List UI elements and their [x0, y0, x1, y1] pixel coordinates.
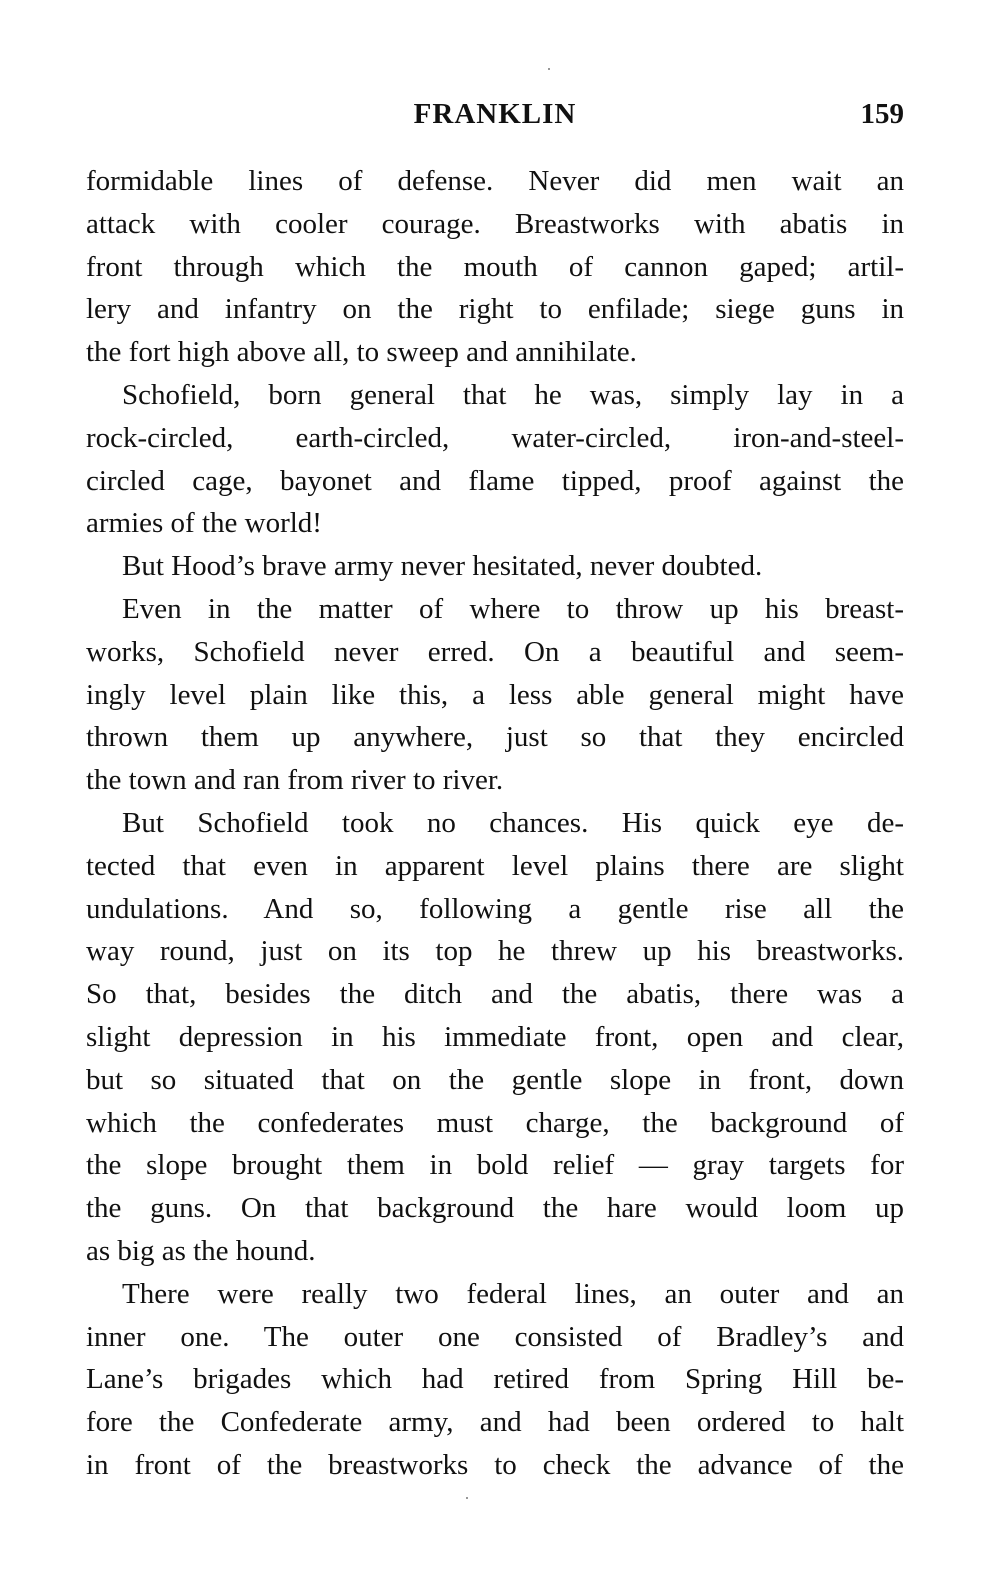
text-line: rock-circled, earth-circled, water-circled, iron-and-steel- [86, 421, 904, 454]
paragraph [86, 545, 904, 588]
text-line: slight depression in his immediate front, open and clear, [86, 1020, 904, 1053]
text-line: undulations. And so, following a gentle rise all the [86, 892, 904, 925]
text-line: as big as the hound. [86, 1234, 316, 1267]
text-line: attack with cooler courage. Breastworks with abatis in [86, 207, 904, 240]
text-line: in front of the breastworks to check the advance of the [86, 1448, 904, 1481]
text-line: Even in the matter of where to throw up his breast- [122, 592, 904, 625]
text-line: There were really two federal lines, an outer and an [122, 1277, 904, 1310]
text-line: armies of the world! [86, 507, 322, 540]
text-line: Lane’s brigades which had retired from Spring Hill be- [86, 1363, 904, 1396]
text-line: formidable lines of defense. Never did men wait an [86, 165, 904, 197]
text-line: lery and infantry on the right to enfilade; siege guns in [86, 293, 904, 326]
page-number: 159 [860, 98, 904, 130]
text-line: the town and ran from river to river. [86, 764, 504, 797]
text-line: but so situated that on the gentle slope in front, down [86, 1063, 904, 1096]
text-line: works, Schofield never erred. On a beautiful and seem- [86, 635, 904, 668]
running-title: FRANKLIN [413, 98, 577, 130]
text-line: the slope brought them in bold relief — gray targets for [86, 1149, 904, 1182]
text-line: thrown them up anywhere, just so that they encircled [86, 721, 904, 754]
paragraph [86, 802, 904, 1273]
paragraph [86, 374, 904, 545]
text-line: So that, besides the ditch and the abatis, there was a [86, 978, 904, 1011]
text-line: front through which the mouth of cannon gaped; artil- [86, 250, 904, 283]
paragraph [86, 588, 904, 802]
text-line: the guns. On that background the hare would loom up [86, 1192, 904, 1225]
paper-speck [466, 1497, 468, 1499]
text-line: tected that even in apparent level plains there are slight [86, 849, 904, 882]
text-line: way round, just on its top he threw up his breastworks. [86, 935, 904, 968]
text-line: But Schofield took no chances. His quick eye de- [122, 806, 904, 839]
body-text [86, 160, 904, 1487]
paragraph [86, 1273, 904, 1487]
running-head [86, 92, 904, 136]
text-line: the fort high above all, to sweep and annihilate. [86, 336, 637, 369]
text-line: But Hood’s brave army never hesitated, never doubted. [122, 550, 763, 583]
text-line: Schofield, born general that he was, simply lay in a [122, 378, 904, 411]
paragraph [86, 160, 904, 374]
text-line: circled cage, bayonet and flame tipped, proof against the [86, 464, 904, 497]
text-line: fore the Confederate army, and had been ordered to halt [86, 1406, 904, 1439]
text-line: which the confederates must charge, the background of [86, 1106, 904, 1139]
text-line: inner one. The outer one consisted of Bradley’s and [86, 1320, 904, 1353]
paper-speck [548, 68, 550, 70]
text-line: ingly level plain like this, a less able general might have [86, 678, 904, 711]
